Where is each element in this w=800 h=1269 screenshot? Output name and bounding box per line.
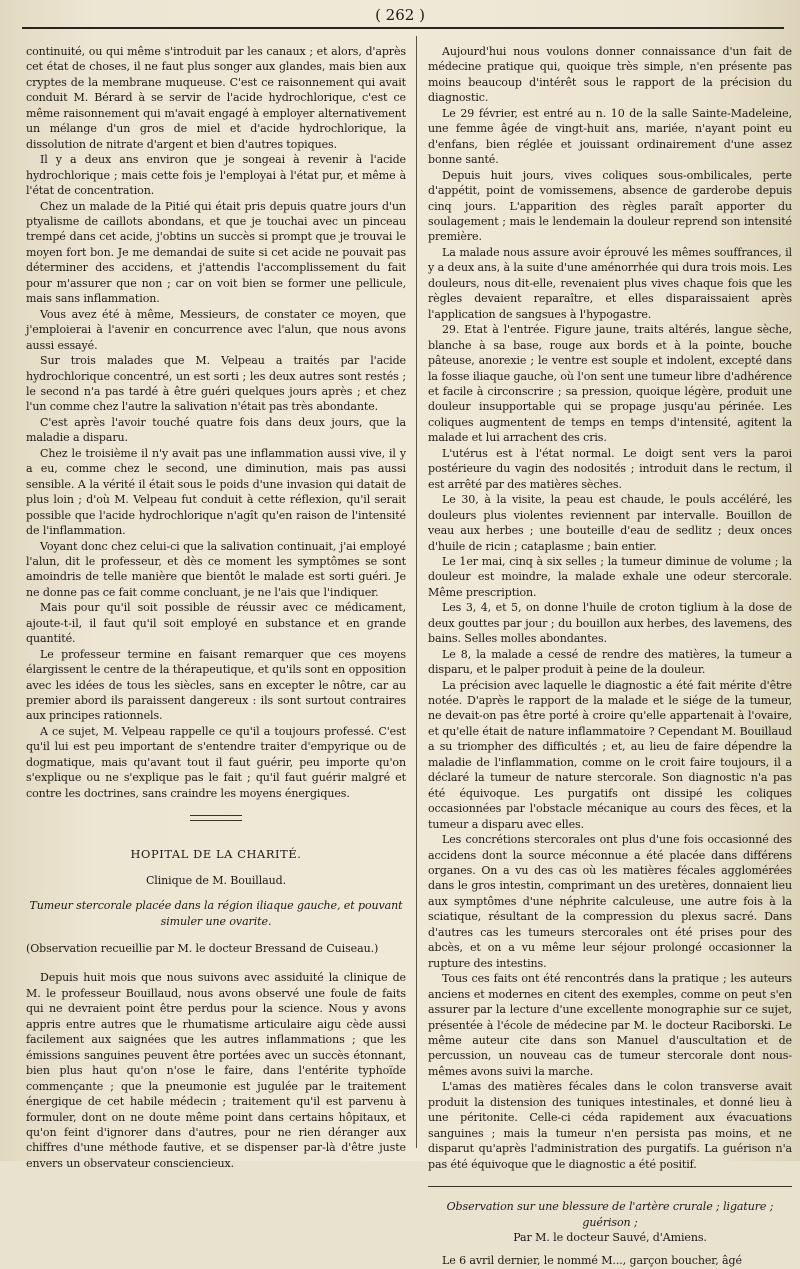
paragraph: La précision avec laquelle le diagnostic a été fait mérite d'être notée. D'après le rapport de la malade et le siége de la tumeur, ne devait-on pas être porté à croire qu'elle appartenait à l'ovaire, et qu'elle était de nature inflammatoire ? Cependant M. Bouillaud a su triompher des difficultés ; et, au lieu de faire dépendre la maladie de l'inflammation, comme on le croit faire toujours, il a déclaré la tumeur de nature stercorale. Son diagnostic n'a pas été équivoque. Les purgatifs ont dissipé les coliques occasionnées par l'obstacle mécanique au cours des fèces, et la tumeur a disparu avec elles. — [428, 678, 792, 831]
page-number: ( 262 ) — [375, 6, 425, 24]
paragraph: Les concrétions stercorales ont plus d'une fois occasionné des accidens dont la source méconnue a été placée dans différens organes. On a vu des cas où les matières fécales agglomérées dans le gros intestin, comprimant un des uretères, donnaient lieu aux symptômes d'une néphrite calculeuse, une autre fois à la sciatique, résultant de la compression du plexus sacré. Dans d'autres cas les tumeurs stercorales ont été prises pour des abcès, et on a vu même leur séjour prolongé occasionner la rupture des intestins. — [428, 833, 792, 970]
paragraph: continuité, ou qui même s'introduit par les canaux ; et alors, d'après cet état de choses, il ne faut plus songer aux glandes, mais bien aux cryptes de la membrane muqueuse. C'est ce raisonnement qui avait conduit M. Bérard à se servir de l'acide hydrochlorique, c'est ce même raisonnement qui m'avait engagé à employer alternativement un mélange d'un gros de miel et d'acide hydrochlorique, la dissolution de nitrate d'argent et bien d'autres topiques. — [26, 45, 406, 151]
paragraph: Vous avez été à même, Messieurs, de constater ce moyen, que j'emploierai à l'avenir en concurrence avec l'alun, que nous avons aussi essayé. — [26, 307, 406, 352]
paragraph: A ce sujet, M. Velpeau rappelle ce qu'il a toujours professé. C'est qu'il lui est peu important de s'entendre traiter d'empyrique ou de dogmatique, mais qu'avant tout il faut guérir, peu importe qu'on s'explique ou ne s'explique pas le fait ; qu'il faut guérir malgré et contre les doctrines, sans craindre les moyens énergiques. — [26, 724, 406, 800]
paragraph: Sur trois malades que M. Velpeau a traités par l'acide hydrochlorique concentré, un est sorti ; les deux autres sont restés ; le second n'a pas tardé à être guéri quelques jours après ; et chez l'un comme chez l'autre la salivation n'était pas très abondante. — [26, 354, 406, 414]
paragraph: Chez un malade de la Pitié qui était pris depuis quatre jours d'un ptyalisme de caillots abondans, et que je touchai avec un pinceau trempé dans cet acide, j'obtins un succès si prompt que je trouvai le moyen fort bon. Je me demandai de suite si cet acide ne pouvait pas déterminer des accidens, et j'attendis l'accomplissement du fait pour m'assurer que non ; car on voit bien se former une pellicule, mais sans inflammation. — [26, 199, 406, 306]
observation-note: (Observation recueillie par M. le docteur Bressand de Cuiseau.) — [26, 942, 379, 956]
left-column — [26, 44, 406, 1171]
paragraph: L'utérus est à l'état normal. Le doigt sent vers la paroi postérieure du vagin des nodosités ; introduit dans le rectum, il est arrêté par des matières sèches. — [428, 446, 792, 491]
paragraph: Le 30, à la visite, la peau est chaude, le pouls accéléré, les douleurs plus violentes reviennent par intervalle. Bouillon de veau aux herbes ; une bouteille d'eau de sedlitz ; deux onces d'huile de ricin ; cataplasme ; bain entier. — [428, 493, 792, 553]
paragraph: Le 1er mai, cinq à six selles ; la tumeur diminue de volume ; la douleur est moindre, la malade exhale une odeur stercorale. Même prescription. — [428, 554, 792, 599]
observation-author: Par M. le docteur Sauvé, d'Amiens. — [513, 1230, 707, 1244]
paragraph: Depuis huit jours, vives coliques sous-ombilicales, perte d'appétit, point de vomissemens, absence de garderobe depuis cinq jours. L'apparition des règles paraît apporter du soulagement ; mais le lendemain la douleur reprend son intensité première. — [428, 168, 792, 244]
paragraph: La malade nous assure avoir éprouvé les mêmes souffrances, il y a deux ans, à la suite d'une aménorrhée qui dura trois mois. Les douleurs, nous dit-elle, revenaient plus vives chaque fois que les règles devaient reparaître, et elles disparaissaient après l'application de sangsues à l'hypogastre. — [428, 245, 792, 321]
section-rule — [428, 1186, 792, 1187]
observation-title: Observation sur une blessure de l'artère crurale ; ligature ; guérison ; — [446, 1200, 774, 1229]
paragraph: Chez le troisième il n'y avait pas une inflammation aussi vive, il y a eu, comme chez le second, une diminution, mais pas aussi sensible. A la vérité il était sous le poids d'une invasion qui datait de plus loin ; d'où M. Velpeau fut conduit à cette réflexion, qu'il serait possible que l'acide hydrochlorique n'agît qu'en raison de l'intensité de l'inflammation. — [26, 446, 406, 538]
paragraph: Depuis huit mois que nous suivons avec assiduité la clinique de M. le professeur Bouillaud, nous avons observé une foule de faits qui ne devraient point être perdus pour la science. Nous y avons appris entre autres que le rhumatisme articulaire aigu cède aussi facilement aux saignées que les autres inflammations ; que les émissions sanguines peuvent être portées avec un succès étonnant, bien plus haut qu'on n'ose le faire, dans l'entérite typhoïde commençante ; que la pneumonie est jugulée par le traitement énergique de cet habile médecin ; traitement qu'il est parvenu à formuler, dont on ne doute même point dans certains hôpitaux, et qu'on feint d'ignorer dans d'autres, pour ne rien déranger aux chiffres d'une méthode fautive, et se dispenser par-là d'être juste envers un observateur consciencieux. — [26, 971, 406, 1170]
paragraph: Aujourd'hui nous voulons donner connaissance d'un fait de médecine pratique qui, quoique très simple, n'en présente pas moins beaucoup d'intérêt sous le rapport de la précision du diagnostic. — [428, 45, 792, 105]
paragraph: L'amas des matières fécales dans le colon transverse avait produit la distension des tuniques intestinales, et donné lieu à une péritonite. Celle-ci céda rapidement aux évacuations sanguines ; mais la tumeur n'en persista pas moins, et ne disparut qu'après l'administration des purgatifs. La guérison n'a pas été équivoque que le diagnostic a été positif. — [428, 1080, 792, 1171]
clinic-line: Clinique de M. Bouillaud. — [145, 873, 287, 887]
case-title: Tumeur stercorale placée dans la région iliaque gauche, et pouvant simuler une ovarite. — [29, 899, 403, 928]
paragraph: Le 29 février, est entré au n. 10 de la salle Sainte-Madeleine, une femme âgée de vingt-huit ans, mariée, n'ayant point eu d'enfans, bien réglée et jouissant ordinairement d'une assez bonne santé. — [428, 106, 792, 167]
paragraph: Les 3, 4, et 5, on donne l'huile de croton tiglium à la dose de deux gouttes par jour ; du bouillon aux herbes, des lavemens, des bains. Selles molles abondantes. — [428, 601, 792, 646]
paragraph: C'est après l'avoir touché quatre fois dans deux jours, que la maladie a disparu. — [26, 415, 406, 445]
header-rule — [22, 27, 784, 29]
section-ornament — [190, 815, 242, 821]
section-heading: HOPITAL DE LA CHARITÉ. — [130, 847, 302, 862]
paragraph: Voyant donc chez celui-ci que la salivation continuait, j'ai employé l'alun, dit le professeur, et dès ce moment les symptômes se sont amoindris de telle manière que bientôt le malade est sorti guéri. Je ne donne pas ce fait comme concluant, je ne l'ais que l'indiquer. — [26, 539, 406, 599]
right-column — [428, 44, 792, 1269]
paragraph: Le 6 avril dernier, le nommé M..., garçon boucher, âgé — [442, 1254, 742, 1268]
paragraph: Le professeur termine en faisant remarquer que ces moyens élargissent le centre de la thérapeutique, et qu'ils sont en opposition avec les idées de tous les siècles, sans en excepter le nôtre, car au premier abord ils paraissent dangereux : ils sont surtout contraires aux principes rationnels. — [26, 647, 406, 723]
paragraph: Il y a deux ans environ que je songeai à revenir à l'acide hydrochlorique ; mais cette fois je l'employai à l'état pur, et même à l'état de concentration. — [26, 153, 406, 198]
column-divider — [416, 36, 417, 1148]
paragraph: Le 8, la malade a cessé de rendre des matières, la tumeur a disparu, et le palper produit à peine de la douleur. — [428, 647, 792, 677]
paragraph: 29. Etat à l'entrée. Figure jaune, traits altérés, langue sèche, blanche à sa base, rouge aux bords et à la pointe, bouche pâteuse, anorexie ; le ventre est souple et indolent, excepté dans la fosse iliaque gauche, où l'on sent une tumeur libre d'adhérence et facile à circonscrire ; sa pression, quoique légère, produit une douleur insupportable qui se propage jusqu'au périnée. Les coliques augmentent de temps en temps d'intensité, agitent la malade et lui arrachent des cris. — [428, 323, 792, 445]
paragraph: Tous ces faits ont été rencontrés dans la pratique ; les auteurs anciens et modernes en citent des exemples, comme on peut s'en assurer par la lecture d'une excellente monographie sur ce sujet, présentée à l'école de médecine par M. le docteur Raciborski. Le même auteur cite dans son Manuel d'auscultation et de percussion, un nouveau cas de tumeur stercorale dont nous-mêmes avons suivi la marche. — [428, 972, 792, 1078]
paragraph: Mais pour qu'il soit possible de réussir avec ce médicament, ajoute-t-il, il faut qu'il soit employé en substance et en grande quantité. — [26, 601, 406, 646]
